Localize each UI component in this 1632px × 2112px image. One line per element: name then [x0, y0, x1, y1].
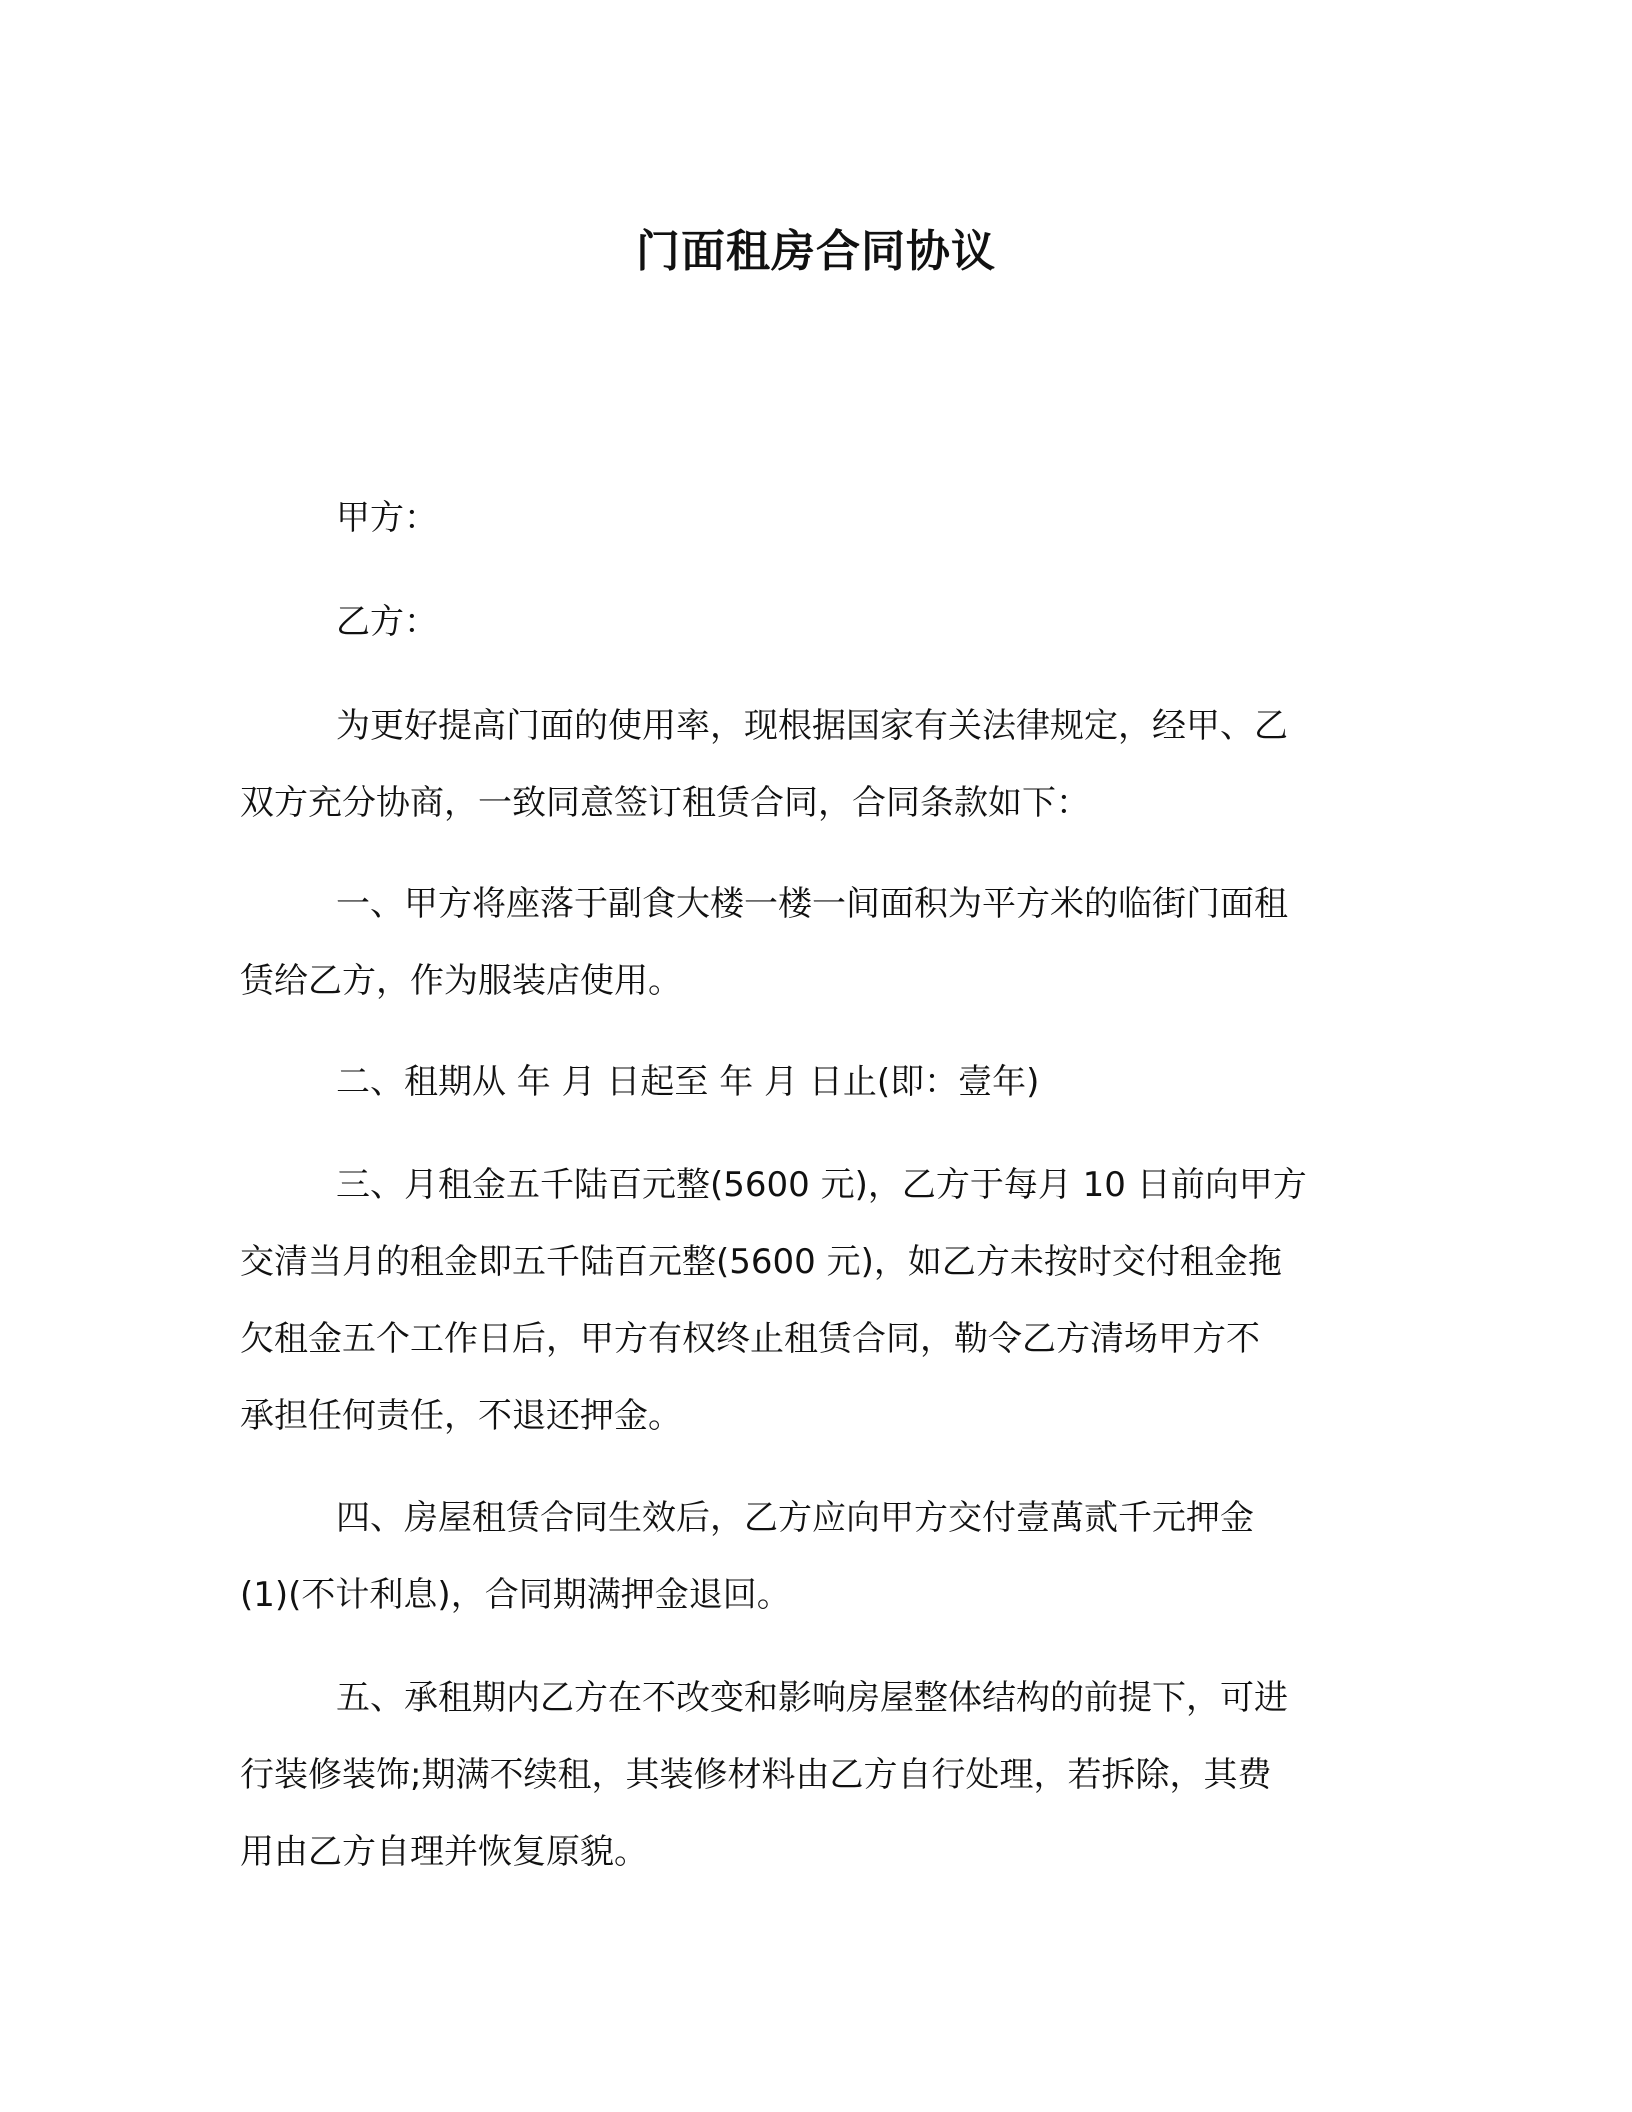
clause-2-line: 二、租期从 年 月 日起至 年 月 日止(即：壹年) [336, 1062, 1040, 1102]
party-a-line [240, 480, 1380, 557]
clause-3-line: 欠租金五个工作日后，甲方有权终止租赁合同，勒令乙方清场甲方不 [240, 1319, 1260, 1359]
clause-3-line: 交清当月的租金即五千陆百元整(5600 元)，如乙方未按时交付租金拖 [240, 1242, 1282, 1282]
clause-3-paragraph [240, 1147, 1380, 1455]
party-a-label: 甲方： [336, 498, 438, 538]
clause-3-line: 承担任何责任，不退还押金。 [240, 1396, 682, 1436]
clause-5-line: 行装修装饰;期满不续租，其装修材料由乙方自行处理，若拆除，其费 [240, 1755, 1272, 1795]
clause-5-line: 用由乙方自理并恢复原貌。 [240, 1832, 648, 1872]
clause-1-paragraph [240, 866, 1380, 1020]
document-title: 门面租房合同协议 [636, 226, 996, 277]
party-b-label: 乙方： [336, 602, 438, 642]
clause-2-paragraph [240, 1044, 1380, 1121]
clause-4-line: 四、房屋租赁合同生效后，乙方应向甲方交付壹萬贰千元押金 [336, 1498, 1254, 1538]
clause-1-line: 赁给乙方，作为服装店使用。 [240, 961, 682, 1001]
clause-5-paragraph [240, 1660, 1380, 1891]
intro-line: 为更好提高门面的使用率，现根据国家有关法律规定，经甲、乙 [336, 706, 1288, 746]
clause-1-line: 一、甲方将座落于副食大楼一楼一间面积为平方米的临街门面租 [336, 884, 1288, 924]
clause-4-line: (1)(不计利息)，合同期满押金退回。 [240, 1575, 791, 1615]
clause-3-line: 三、月租金五千陆百元整(5600 元)，乙方于每月 10 日前向甲方 [336, 1165, 1307, 1205]
party-b-line [240, 584, 1380, 661]
intro-paragraph [240, 688, 1380, 842]
clause-5-line: 五、承租期内乙方在不改变和影响房屋整体结构的前提下，可进 [336, 1678, 1288, 1718]
clause-4-paragraph [240, 1480, 1380, 1634]
intro-line: 双方充分协商，一致同意签订租赁合同，合同条款如下： [240, 783, 1090, 823]
